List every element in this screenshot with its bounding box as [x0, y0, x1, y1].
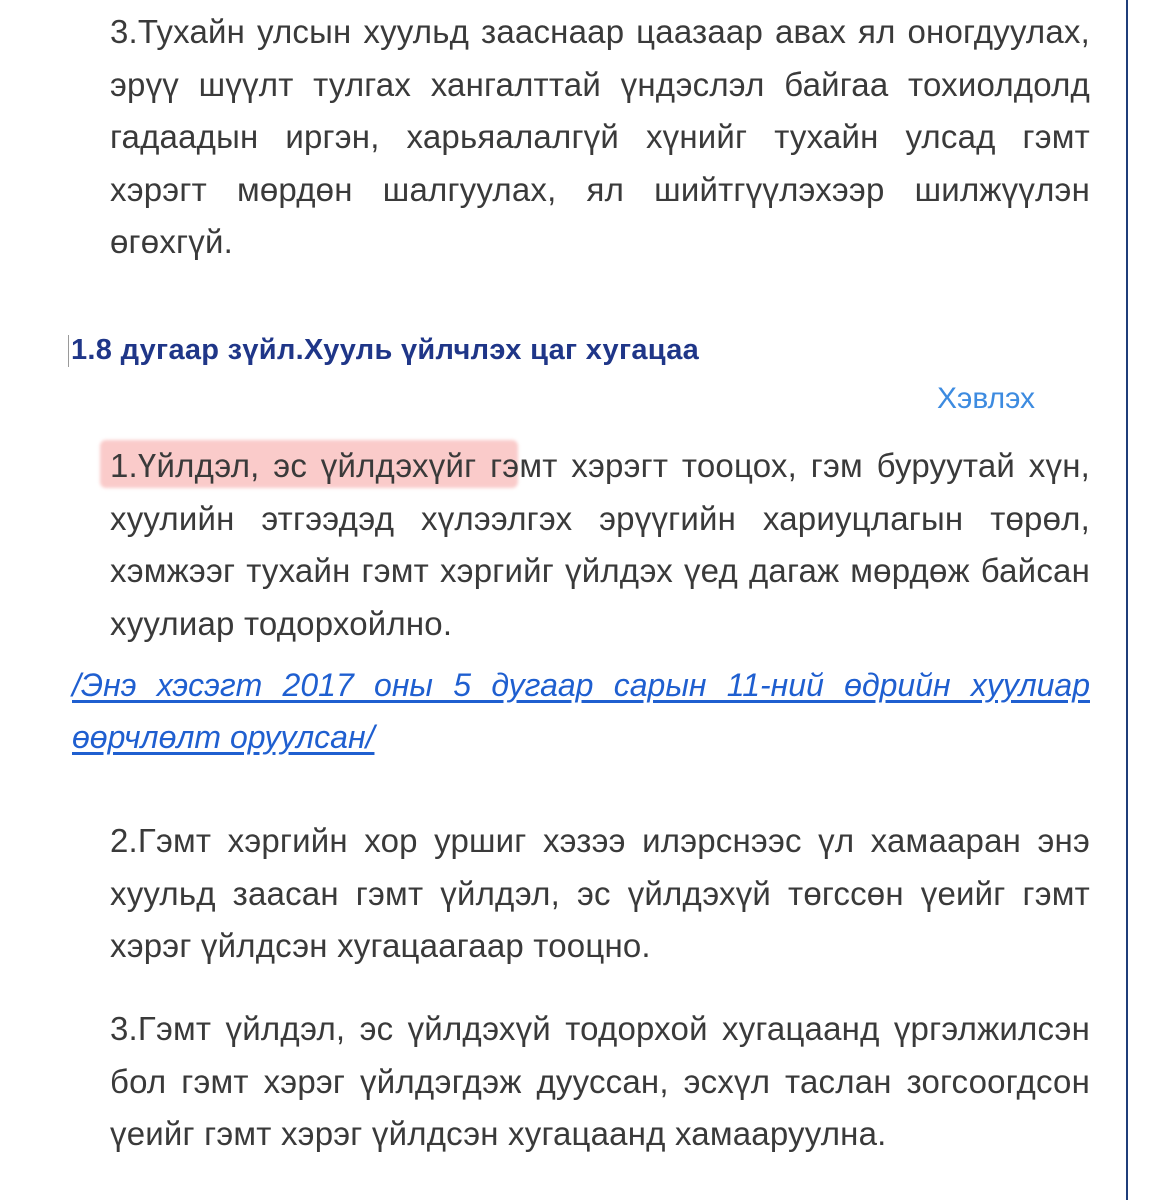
print-link[interactable]: Хэвлэх	[937, 382, 1036, 415]
article-heading	[70, 334, 699, 367]
paragraph-clause-3: 3.Гэмт үйлдэл, эс үйлдэхүй тодорхой хугацаанд үргэлжилсэн бол гэмт хэрэг үйлдэгдэж дууссан, эсхүл таслан зогсоогдсон үеийг гэмт хэрэг үйлдсэн хугацаанд хамааруулна.	[110, 1010, 1090, 1152]
paragraph-clause-3-extradition: 3.Тухайн улсын хуульд зааснаар цаазаар авах ял оногдуулах, эрүү шүүлт тулгах хангалттай үндэслэл байгаа тохиолдолд гадаадын иргэн, харьяалалгүй хүнийг тухайн улсад гэмт хэрэгт мөрдөн шалгуулах, ял шийтгүүлэхээр шилжүүлэн өгөхгүй.	[110, 13, 1090, 260]
page-border	[1126, 0, 1128, 1200]
text-cursor	[68, 335, 69, 367]
paragraph-clause-2: 2.Гэмт хэргийн хор уршиг хэзээ илэрснээс үл хамааран энэ хуульд заасан гэмт үйлдэл, эс үйлдэхүй төгссөн үеийг гэмт хэрэг үйлдсэн хугацаагаар тооцно.	[110, 822, 1090, 964]
paragraph-clause-1: 1.Үйлдэл, эс үйлдэхүйг гэмт хэрэгт тооцох, гэм буруутай хүн, хуулийн этгээдэд хүлээлгэх эрүүгийн хариуцлагын төрөл, хэмжээг тухайн гэмт хэргийг үйлдэх үед дагаж мөрдөж байсан хуулиар тодорхойлно.	[110, 447, 1090, 642]
article-heading-text: 1.8 дугаар зүйл.Хууль үйлчлэх цаг хугацаа	[71, 334, 700, 366]
amendment-note-link[interactable]: /Энэ хэсэгт 2017 оны 5 дугаар сарын 11-ний өдрийн хуулиар өөрчлөлт оруулсан/	[72, 667, 1090, 755]
